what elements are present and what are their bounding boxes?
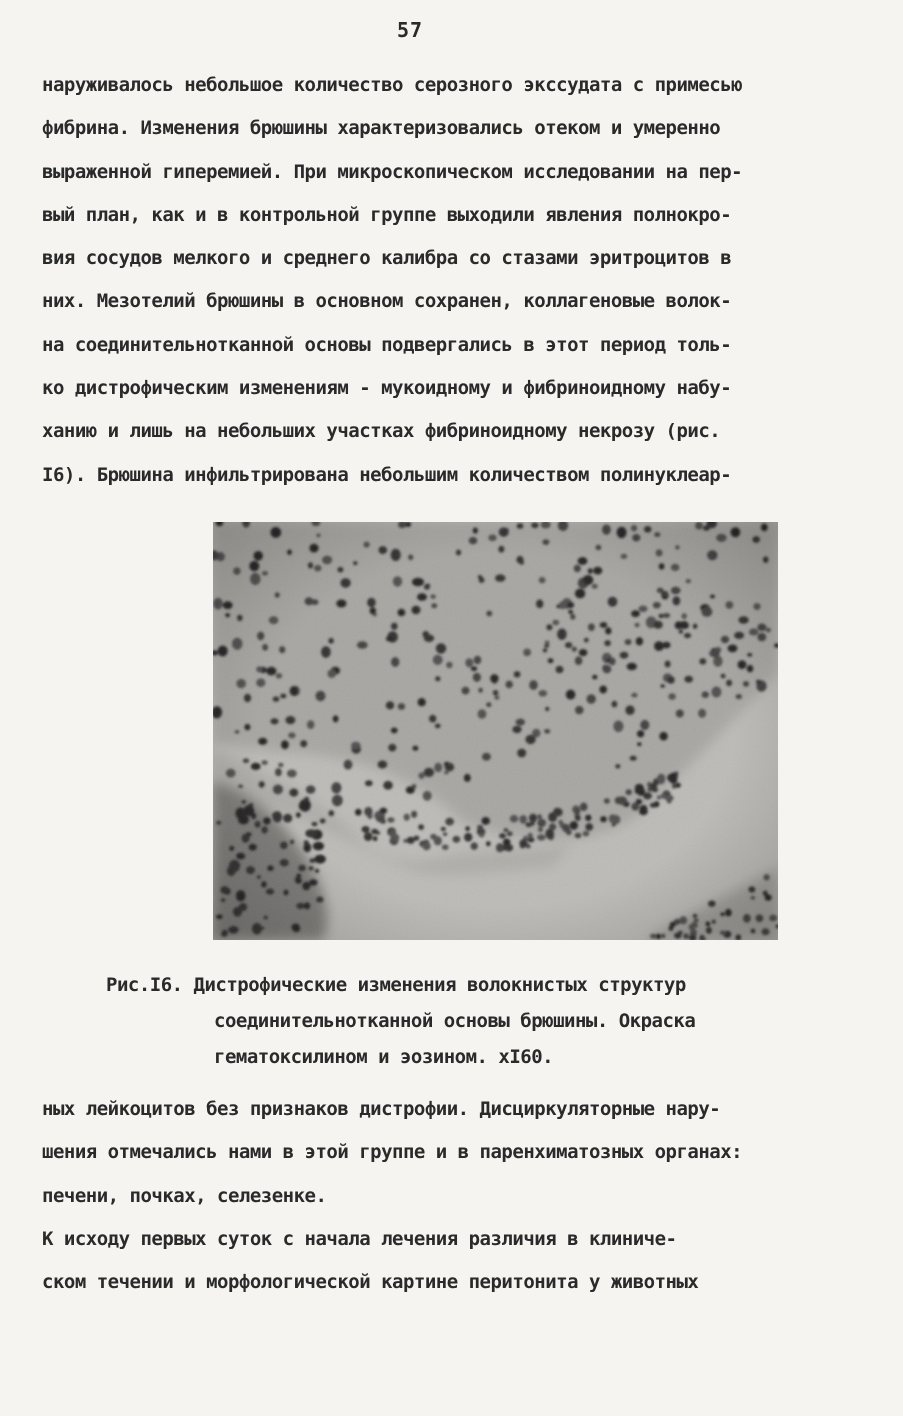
text-line: фибрина. Изменения брюшины характеризовались отеком и умеренно bbox=[42, 117, 721, 140]
text-line: ском течении и морфологической картине перитонита у животных bbox=[42, 1271, 699, 1294]
text-line: I6). Брюшина инфильтрирована небольшим количеством полинуклеар- bbox=[42, 463, 732, 486]
text-line: ко дистрофическим изменениям - мукоидному и фибриноидному набу- bbox=[42, 377, 732, 400]
text-line: вый план, как и в контрольной группе выходили явления полнокро- bbox=[42, 203, 732, 226]
text-line: печени, почках, селезенке. bbox=[42, 1184, 327, 1207]
text-line: шения отмечались нами в этой группе и в паренхиматозных органах: bbox=[42, 1141, 743, 1164]
page-number: 57 bbox=[396, 18, 424, 42]
text-line: них. Мезотелий брюшины в основном сохранен, коллагеновые волок- bbox=[42, 290, 732, 313]
text-line: на соединительнотканной основы подвергались в этот период толь- bbox=[42, 333, 732, 356]
text-line: наруживалось небольшое количество серозного экссудата с примесью bbox=[42, 74, 743, 96]
text-line: ных лейкоцитов без признаков дистрофии. Дисциркуляторные нару- bbox=[42, 1098, 721, 1120]
text-line: ханию и лишь на небольших участках фибриноидному некрозу (рис. bbox=[42, 420, 721, 443]
text-line: К исходу первых суток с начала лечения различия в клиниче- bbox=[42, 1227, 677, 1250]
caption-line: гематоксилином и эозином. хI60. bbox=[214, 1046, 554, 1068]
paragraph-bottom bbox=[42, 1088, 867, 1304]
text-line: выраженной гиперемией. При микроскопическом исследовании на пер- bbox=[42, 160, 743, 183]
caption-line: Рис.I6. Дистрофические изменения волокнистых структур bbox=[106, 974, 686, 996]
figure-caption bbox=[106, 967, 846, 1075]
paragraph-top bbox=[42, 64, 867, 497]
micrograph-image bbox=[213, 522, 778, 940]
text-line: вия сосудов мелкого и среднего калибра со стазами эритроцитов в bbox=[42, 247, 732, 270]
micrograph-figure bbox=[213, 522, 778, 940]
caption-line: соединительнотканной основы брюшины. Окраска bbox=[214, 1010, 696, 1032]
